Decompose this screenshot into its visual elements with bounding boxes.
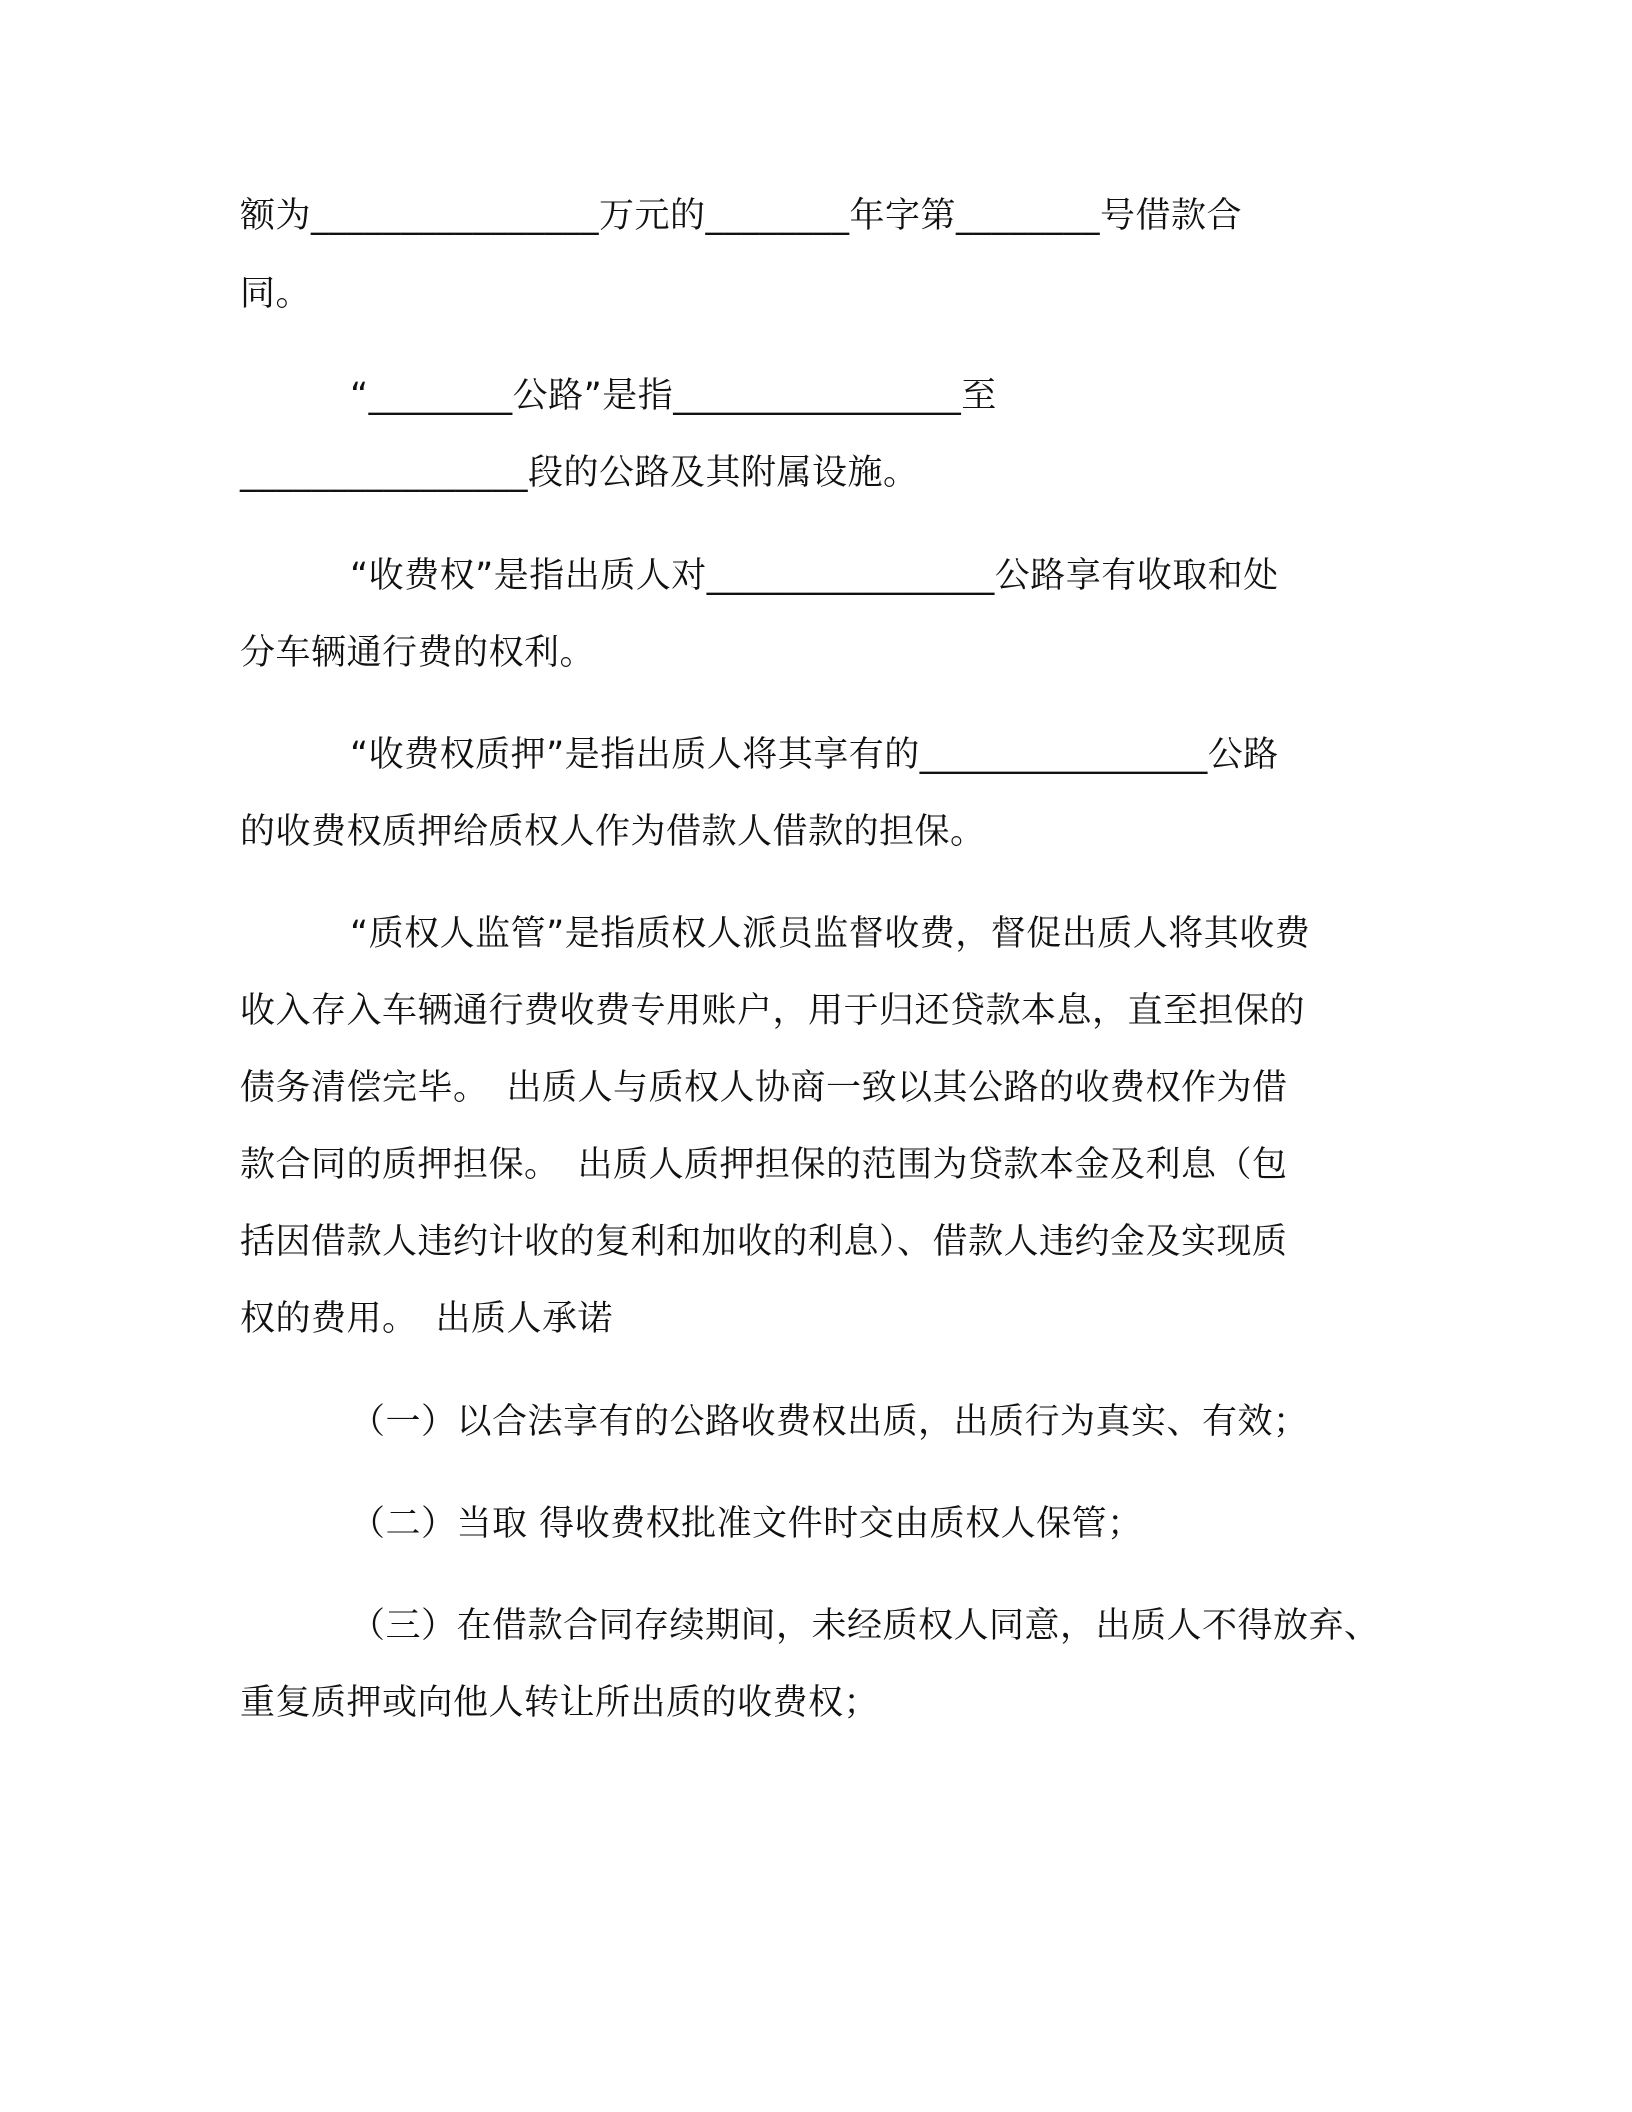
text-line: 收入存入车辆通行费收费专用账户，用于归还贷款本息，直至担保的 (240, 991, 1306, 1031)
text-line: “质权人监管”是指质权人派员监督收费，督促出质人将其收费 (350, 914, 1311, 954)
text-line: 额为________________万元的________年字第________号借款合 (240, 196, 1243, 236)
text-line: 分车辆通行费的权利。 (240, 633, 596, 673)
text-line: “收费权质押”是指出质人将其享有的________________公路 (350, 735, 1279, 775)
text-line: （一）以合法享有的公路收费权出质，出质行为真实、有效； (350, 1402, 1309, 1442)
text-line: 同。 (240, 274, 312, 314)
text-line: “________公路”是指________________至 (350, 376, 997, 416)
text-line: 括因借款人违约计收的复利和加收的利息）、借款人违约金及实现质 (240, 1222, 1288, 1262)
text-line: （三）在借款合同存续期间，未经质权人同意，出质人不得放弃、 (350, 1606, 1380, 1646)
text-line: 重复质押或向他人转让所出质的收费权； (240, 1683, 880, 1723)
text-line: ________________段的公路及其附属设施。 (240, 453, 919, 493)
text-line: 权的费用。 出质人承诺 (240, 1299, 614, 1339)
text-line: 债务清偿完毕。 出质人与质权人协商一致以其公路的收费权作为借 (240, 1068, 1288, 1108)
text-line: “收费权”是指出质人对________________公路享有收取和处 (350, 556, 1279, 596)
text-line: （二）当取 得收费权批准文件时交由质权人保管； (350, 1504, 1143, 1544)
text-line: 的收费权质押给质权人作为借款人借款的担保。 (240, 812, 986, 852)
text-line: 款合同的质押担保。 出质人质押担保的范围为贷款本金及利息（包 (240, 1145, 1288, 1185)
